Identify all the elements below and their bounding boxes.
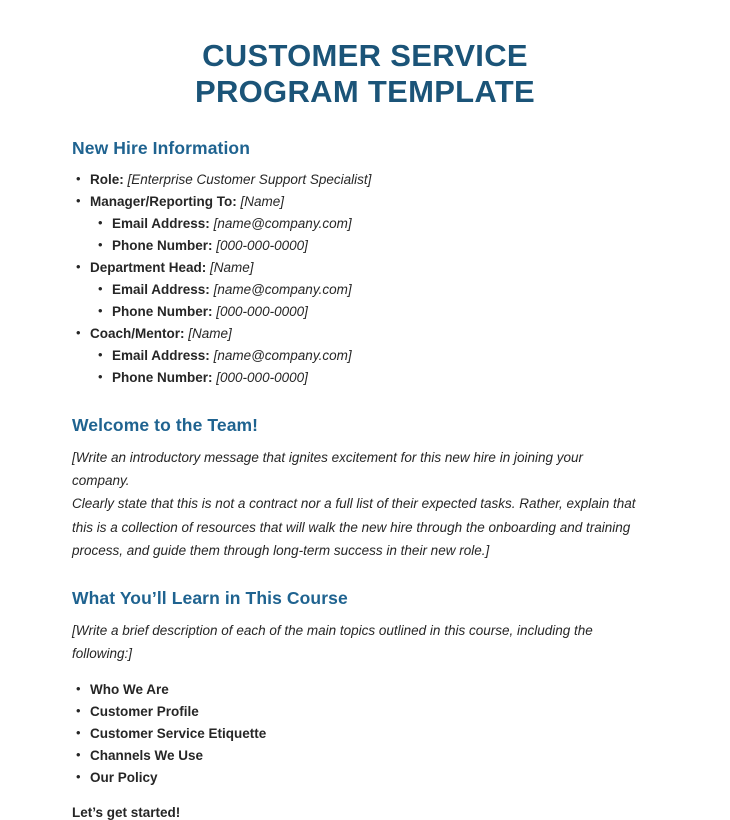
list-item [90,301,662,323]
list-item: • Channels We Use [72,745,662,767]
closing-line: Let’s get started! [72,805,181,820]
field-label: Phone Number: [112,237,213,253]
document-content [0,138,730,820]
list-item [90,213,662,235]
list-item [90,367,662,389]
field-label: Phone Number: [112,369,213,385]
paragraph-line: [Write a brief description of each of the main topics outlined in this course, including the [72,623,593,638]
field-label: Phone Number: [112,303,213,319]
list-item: • Customer Profile [72,701,662,723]
field-placeholder: [name@company.com] [213,281,352,297]
list-item [72,257,662,323]
list-item [90,279,662,301]
section-heading-new-hire: New Hire Information [72,137,250,158]
course-topics-list [72,679,662,789]
field-label: Coach/Mentor: [90,325,185,341]
contact-sublist [90,213,662,257]
contact-sublist [90,279,662,323]
field-placeholder: [name@company.com] [213,215,352,231]
document-title [0,0,730,110]
field-placeholder: [Name] [210,259,254,275]
field-placeholder: [000-000-0000] [216,369,308,385]
field-label: Manager/Reporting To: [90,193,237,209]
field-placeholder: [Name] [188,325,232,341]
field-label: Department Head: [90,259,207,275]
field-placeholder: [name@company.com] [213,347,352,363]
paragraph-line: [Write an introductory message that ignites excitement for this new hire in joining your company. [72,449,583,489]
paragraph-line: Clearly state that this is not a contract nor a full list of their expected tasks. Rather, explain that [72,496,636,512]
field-label: Role: [90,171,124,187]
contact-sublist [90,345,662,389]
field-label: Email Address: [112,215,210,231]
paragraph-line: process, and guide them through long-term success in their new role.] [72,542,490,558]
field-label: Email Address: [112,347,210,363]
field-placeholder: [Name] [240,193,285,209]
list-item: • Who We Are [72,679,662,701]
list-item [90,235,662,257]
paragraph-line: following:] [72,646,133,662]
list-item [72,323,662,389]
learn-paragraph [72,619,644,665]
field-placeholder: [Enterprise Customer Support Specialist] [127,171,372,187]
field-placeholder: [000-000-0000] [216,237,308,253]
field-label: Email Address: [112,281,210,297]
section-heading-welcome: Welcome to the Team! [72,414,259,435]
document-title-line-1: CUSTOMER SERVICE [202,38,528,73]
list-item: • Customer Service Etiquette [72,723,662,745]
list-item [90,345,662,367]
field-placeholder: [000-000-0000] [216,303,308,319]
list-item [72,169,662,191]
list-item: • Our Policy [72,767,662,789]
paragraph-line: this is a collection of resources that will walk the new hire through the onboarding and training [72,519,631,535]
welcome-paragraph [72,446,644,562]
new-hire-list [72,169,662,389]
section-heading-learn: What You’ll Learn in This Course [72,588,348,608]
list-item [72,191,662,257]
document-title-line-2: PROGRAM TEMPLATE [194,73,536,109]
